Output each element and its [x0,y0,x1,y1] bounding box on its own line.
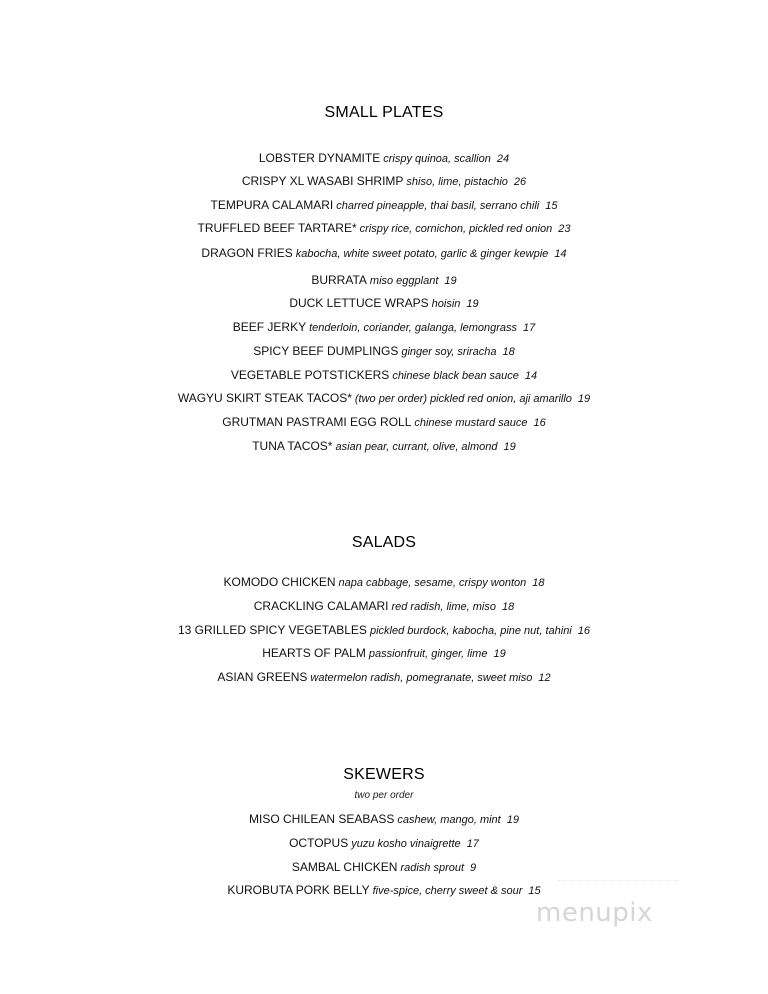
menu-item [0,812,768,827]
item-name: LOBSTER DYNAMITE [258,151,381,165]
item-name: TUNA TACOS* [252,439,333,453]
item-description: miso eggplant [369,275,439,287]
item-name: SAMBAL CHICKEN [291,860,398,874]
item-name: MISO CHILEAN SEABASS [249,812,395,826]
section-title-small-plates: SMALL PLATES [324,104,444,121]
item-description: watermelon radish, pomegranate, sweet miso [310,672,533,684]
item-price: 19 [506,814,519,826]
item-price: 26 [513,176,527,188]
item-price: 12 [538,672,551,684]
menu-item [0,273,768,288]
item-price: 14 [524,370,538,382]
item-price: 17 [466,838,479,850]
item-name: HEARTS OF PALM [262,646,366,660]
watermark-rule [558,880,678,887]
menu-item [0,860,768,875]
item-name: DUCK LETTUCE WRAPS [289,296,429,310]
item-price: 19 [466,298,479,310]
item-name: KUROBUTA PORK BELLY [227,883,370,897]
item-description: napa cabbage, sesame, crispy wonton [338,577,527,589]
item-name: KOMODO CHICKEN [223,575,336,589]
item-price: 23 [558,223,571,235]
item-description: crispy rice, cornichon, pickled red onion [359,223,553,235]
menu-item [0,836,768,851]
item-price: 16 [533,417,546,429]
item-description: chinese mustard sauce [414,417,528,429]
item-price: 18 [502,601,515,613]
item-description: shiso, lime, pistachio [406,176,508,188]
item-description: passionfruit, ginger, lime [368,648,488,660]
menu-item [0,391,768,406]
menu-item [0,320,768,335]
item-description: kabocha, white sweet potato, garlic & ginger kewpie [295,248,549,260]
item-description: red radish, lime, miso [391,601,496,613]
item-name: 13 GRILLED SPICY VEGETABLES [177,623,367,637]
menu-item [0,599,768,614]
item-price: 19 [503,441,516,453]
item-price: 16 [577,625,591,637]
menu-item [0,575,768,590]
menu-item [0,221,768,236]
item-description: five-spice, cherry sweet & sour [372,885,523,897]
menu-item [0,246,768,261]
menu-item [0,439,768,454]
item-description: yuzu kosho vinaigrette [351,838,461,850]
menu-item [0,368,768,383]
item-price: 18 [502,346,515,358]
item-price: 19 [444,275,457,287]
menu-item [0,198,768,213]
item-name: DRAGON FRIES [201,246,293,260]
menu-item [0,623,768,638]
item-description: ginger soy, sriracha [401,346,497,358]
item-description: hoisin [431,298,461,310]
item-name: CRACKLING CALAMARI [253,599,389,613]
item-price: 19 [493,648,506,660]
item-price: 15 [528,885,541,897]
item-description: pickled burdock, kabocha, pine nut, tahini [369,625,572,637]
watermark-logo: menupix [536,898,653,928]
menu-item [0,670,768,685]
item-description: crispy quinoa, scallion [383,153,491,165]
item-name: ASIAN GREENS [217,670,308,684]
item-name: SPICY BEEF DUMPLINGS [253,344,399,358]
item-description: tenderloin, coriander, galanga, lemongrass [309,322,518,334]
item-name: TRUFFLED BEEF TARTARE* [197,221,357,235]
menu-item [0,151,768,166]
item-name: VEGETABLE POTSTICKERS [230,368,390,382]
section-title-salads: SALADS [351,534,417,551]
item-price: 24 [496,153,510,165]
item-name: BURRATA [311,273,367,287]
section-title-skewers: SKEWERS [343,766,425,783]
item-price: 17 [523,322,536,334]
item-description: asian pear, currant, olive, almond [335,441,498,453]
item-name: WAGYU SKIRT STEAK TACOS* [177,391,352,405]
menu-item [0,174,768,189]
item-name: CRISPY XL WASABI SHRIMP [241,174,404,188]
item-price: 14 [554,248,567,260]
item-price: 15 [545,200,558,212]
item-price: 19 [577,393,591,405]
item-name: OCTOPUS [289,836,349,850]
item-description: charred pineapple, thai basil, serrano chili [336,200,540,212]
item-description: chinese black bean sauce [392,370,519,382]
item-price: 18 [532,577,545,589]
menu-item [0,296,768,311]
item-name: TEMPURA CALAMARI [210,198,334,212]
item-name: BEEF JERKY [232,320,307,334]
item-name: GRUTMAN PASTRAMI EGG ROLL [222,415,412,429]
item-price: 9 [470,862,477,874]
item-description: cashew, mango, mint [397,814,501,826]
menu-item [0,344,768,359]
section-subtitle: two per order [354,790,414,801]
item-description: radish sprout [400,862,465,874]
menu-item [0,415,768,430]
menu-item [0,646,768,661]
item-description: (two per order) pickled red onion, aji amarillo [354,393,572,405]
